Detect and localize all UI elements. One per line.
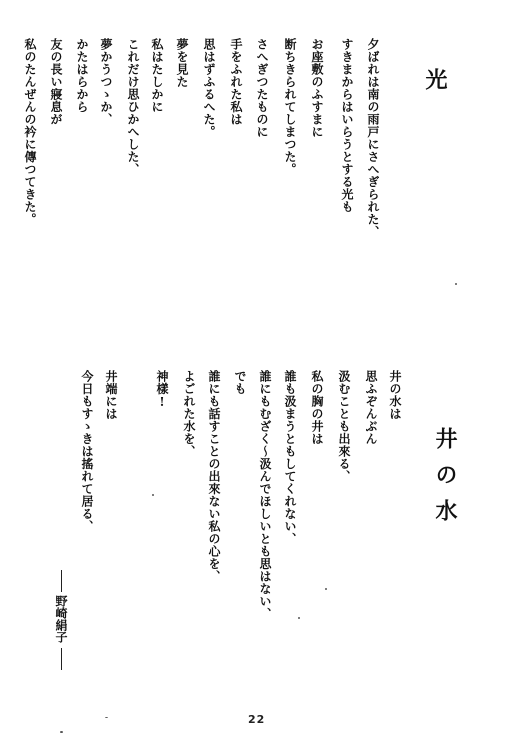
poem1-line: 夢かうつゝか、 bbox=[99, 38, 113, 126]
poem2-line: 神樣! bbox=[155, 370, 169, 410]
poem2-line: 思ふぞんぶん bbox=[364, 370, 378, 445]
poem1-line: 友の長い寢息が bbox=[49, 38, 63, 126]
author-dash-top bbox=[61, 570, 62, 592]
poem1-line: 思はずふるへた。 bbox=[202, 38, 216, 138]
poem2-line: 汲むことも出來る、 bbox=[337, 370, 351, 483]
poem1-line: 夢を見た bbox=[175, 38, 189, 88]
poem1-line: すきまからはいらうとする光も bbox=[340, 38, 354, 213]
poem2-line: 私の胸の井は bbox=[310, 370, 324, 445]
poem2-line: 誰も汲まうともしてくれない、 bbox=[283, 370, 297, 545]
poem1-line: お座敷のふすまに bbox=[310, 38, 324, 138]
scan-speck bbox=[455, 283, 457, 285]
scan-speck bbox=[298, 617, 300, 619]
poem2-line: 井端には bbox=[104, 370, 118, 420]
poem1-line: これだけ思ひかへした、 bbox=[126, 38, 140, 176]
poem1-line: 夕ばれは南の雨戸にさへぎられた、 bbox=[366, 38, 380, 238]
poem2-line: 井の水は bbox=[388, 370, 402, 420]
page-number: 22 bbox=[248, 713, 266, 726]
poem2-line: 誰にもむざく〜汲んでほしいとも思はない、 bbox=[258, 370, 272, 620]
poem1-title: 光 bbox=[422, 68, 448, 104]
scan-speck bbox=[60, 731, 63, 733]
poem1-line: かたはらから bbox=[75, 38, 89, 113]
scan-speck bbox=[325, 588, 327, 590]
poem1-line: 私はたしかに bbox=[150, 38, 164, 113]
poem2-author: 野崎絹子 bbox=[54, 595, 68, 643]
poem2-line: 誰にも話すことの出來ない私の心を、 bbox=[207, 370, 221, 583]
poem1-line: さへぎつたものに bbox=[255, 38, 269, 138]
poem2-line: でも bbox=[233, 370, 247, 395]
poem2-title: 井の水 bbox=[432, 427, 458, 535]
poem2-line: よごれた水を、 bbox=[182, 370, 196, 458]
scan-speck bbox=[152, 494, 154, 496]
poem1-line: 手をふれた私は bbox=[229, 38, 243, 126]
scan-speck bbox=[105, 717, 108, 718]
author-dash-bottom bbox=[61, 648, 62, 670]
poem1-line: 断ちきられてしまつた。 bbox=[283, 38, 297, 176]
poem1-line: 私のたんぜんの衿に傳つてきた。 bbox=[23, 38, 37, 226]
poem2-line: 今日もすゝきは搖れて居る、 bbox=[80, 370, 94, 533]
